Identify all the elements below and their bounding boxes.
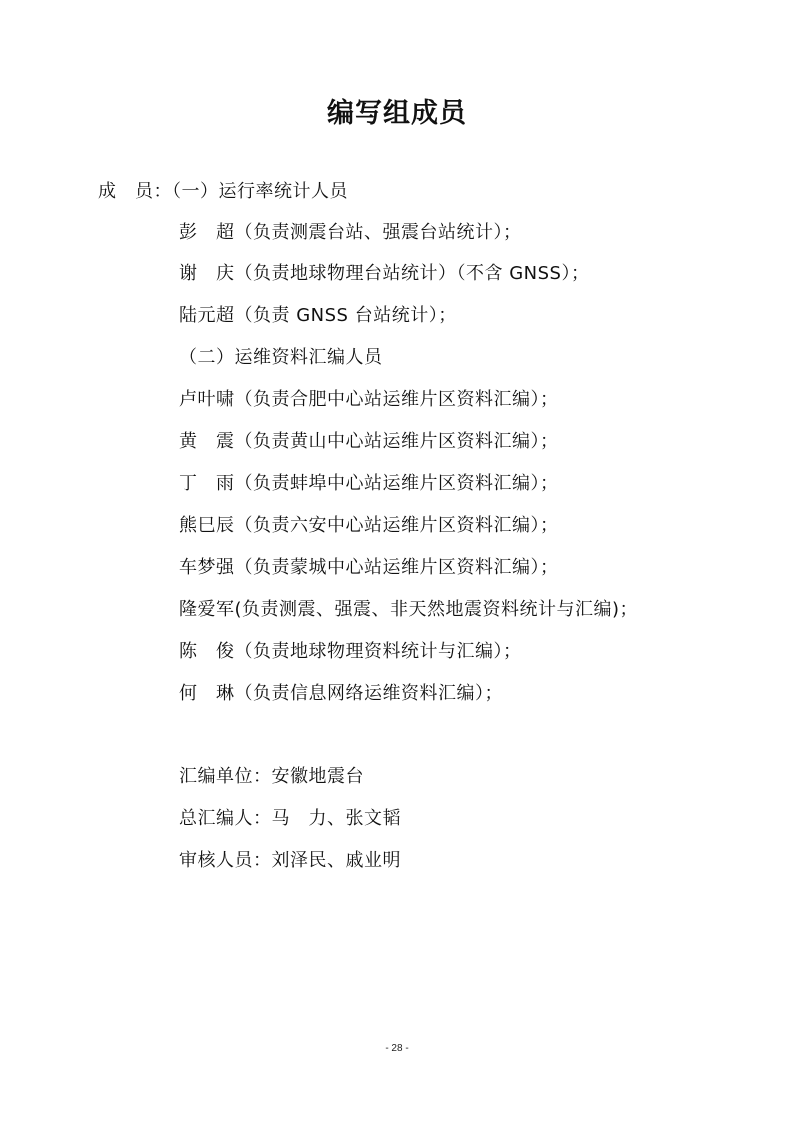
member-line: 彭 超（负责测震台站、强震台站统计）； [179, 222, 522, 243]
member-line: 陆元超（负责 GNSS 台站统计）； [179, 305, 457, 326]
section-heading: （二）运维资料汇编人员 [179, 347, 383, 368]
page-number: - 28 - [385, 1043, 409, 1054]
member-line: 何 琳（负责信息网络运维资料汇编）； [179, 683, 503, 704]
document-title: 编写组成员 [327, 98, 467, 129]
member-line: 车梦强（负责蒙城中心站运维片区资料汇编）； [179, 557, 559, 578]
reviewers: 审核人员：刘泽民、戚业明 [179, 850, 401, 871]
member-line: 谢 庆（负责地球物理台站统计）（不含 GNSS）； [179, 263, 590, 284]
member-line: 卢叶啸（负责合肥中心站运维片区资料汇编）； [179, 389, 559, 410]
member-line: 熊巳辰（负责六安中心站运维片区资料汇编）； [179, 515, 559, 536]
members-heading: 成 员：（一）运行率统计人员 [98, 181, 348, 202]
member-line: 丁 雨（负责蚌埠中心站运维片区资料汇编）； [179, 473, 559, 494]
member-line: 隆爱军(负责测震、强震、非天然地震资料统计与汇编)； [179, 599, 639, 620]
compile-unit: 汇编单位：安徽地震台 [179, 766, 364, 787]
member-line: 陈 俊（负责地球物理资料统计与汇编）； [179, 641, 522, 662]
member-line: 黄 震（负责黄山中心站运维片区资料汇编）； [179, 431, 559, 452]
chief-editors: 总汇编人：马 力、张文韬 [179, 808, 401, 829]
